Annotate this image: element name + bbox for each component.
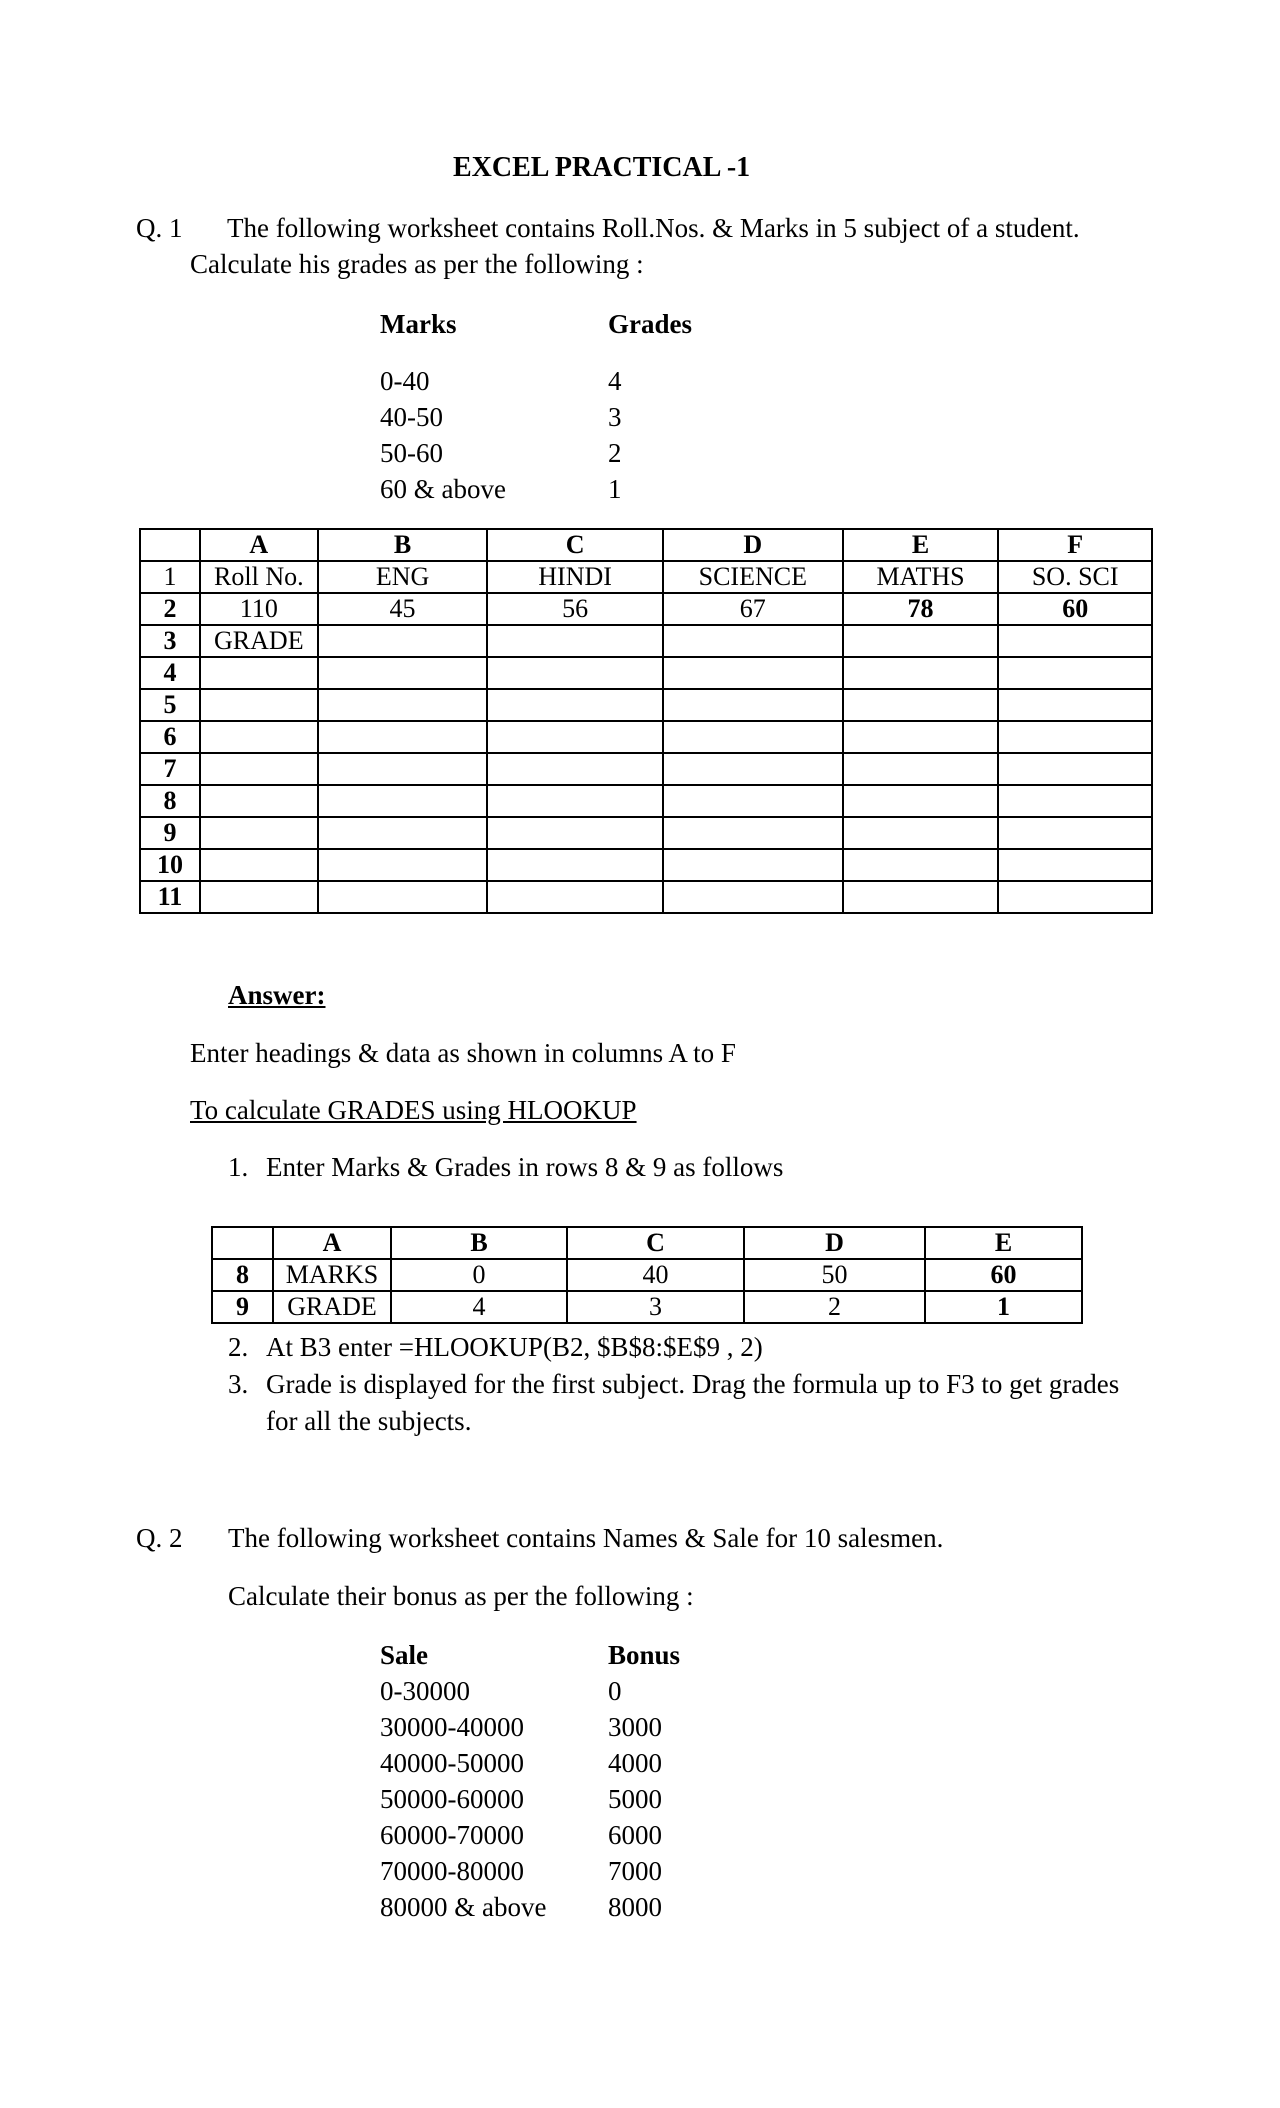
answer-line1: Enter headings & data as shown in columns A to F <box>190 1038 736 1068</box>
column-header: D <box>663 529 843 561</box>
row-number: 10 <box>140 849 200 881</box>
table-cell <box>663 881 843 913</box>
q1-grade-value: 3 <box>608 402 622 432</box>
table-cell <box>663 721 843 753</box>
q2-bonus-value: 7000 <box>608 1856 662 1886</box>
q2-sale-value: 0-30000 <box>380 1676 470 1706</box>
table-cell: 40 <box>567 1259 744 1291</box>
page-title: EXCEL PRACTICAL -1 <box>453 152 751 183</box>
table-cell: 60 <box>925 1259 1082 1291</box>
q2-sale-value: 30000-40000 <box>380 1712 524 1742</box>
q2-sale-value: 80000 & above <box>380 1892 547 1922</box>
table-cell: 0 <box>391 1259 567 1291</box>
table-cell <box>843 625 999 657</box>
row-number: 4 <box>140 657 200 689</box>
table-cell: 1 <box>925 1291 1082 1323</box>
table-cell <box>998 817 1152 849</box>
table-cell <box>998 849 1152 881</box>
table-cell <box>487 657 663 689</box>
answer-subheading: To calculate GRADES using HLOOKUP <box>190 1095 637 1125</box>
step2-text: At B3 enter =HLOOKUP(B2, $B$8:$E$9 , 2) <box>266 1332 763 1362</box>
table-cell <box>487 721 663 753</box>
table-cell <box>843 721 999 753</box>
table-cell <box>843 849 999 881</box>
table-cell <box>487 785 663 817</box>
table-cell <box>487 753 663 785</box>
step3-text-continued: for all the subjects. <box>266 1406 472 1436</box>
table-cell <box>200 657 318 689</box>
table-cell <box>843 657 999 689</box>
column-header: B <box>391 1227 567 1259</box>
table-cell <box>998 689 1152 721</box>
step1-number: 1. <box>228 1152 249 1182</box>
q1-marks-value: 50-60 <box>380 438 443 468</box>
table-cell <box>200 689 318 721</box>
column-header: E <box>843 529 999 561</box>
column-header: E <box>925 1227 1082 1259</box>
table-row <box>140 817 1152 849</box>
table-row <box>140 849 1152 881</box>
table-cell <box>998 785 1152 817</box>
q2-number: Q. 2 <box>136 1523 183 1553</box>
table-cell <box>998 753 1152 785</box>
q2-bonus-value: 3000 <box>608 1712 662 1742</box>
table-cell <box>487 817 663 849</box>
column-header: C <box>567 1227 744 1259</box>
step1-text: Enter Marks & Grades in rows 8 & 9 as follows <box>266 1152 784 1182</box>
row-number: 3 <box>140 625 200 657</box>
row-number: 8 <box>212 1259 273 1291</box>
table-row <box>212 1259 1082 1291</box>
q2-sale-header: Sale <box>380 1640 429 1670</box>
table-cell: 110 <box>200 593 318 625</box>
table-cell <box>200 721 318 753</box>
column-header: D <box>744 1227 925 1259</box>
q2-line1: The following worksheet contains Names & Sale for 10 salesmen. <box>228 1523 944 1553</box>
table-cell: HINDI <box>487 561 663 593</box>
q1-marks-value: 40-50 <box>380 402 443 432</box>
table-cell: 2 <box>744 1291 925 1323</box>
table-cell <box>843 785 999 817</box>
table-cell <box>318 817 488 849</box>
q1-grade-value: 4 <box>608 366 622 396</box>
q1-line2: Calculate his grades as per the following : <box>190 249 644 279</box>
q1-marks-value: 0-40 <box>380 366 430 396</box>
table-cell <box>487 881 663 913</box>
table-cell <box>318 625 488 657</box>
table-cell: SCIENCE <box>663 561 843 593</box>
table-cell <box>318 849 488 881</box>
table-cell <box>318 881 488 913</box>
table-cell <box>998 881 1152 913</box>
table-cell: Roll No. <box>200 561 318 593</box>
column-header: B <box>318 529 488 561</box>
table-row <box>140 657 1152 689</box>
table-cell: 56 <box>487 593 663 625</box>
answer-heading: Answer: <box>228 980 326 1010</box>
table-row <box>140 561 1152 593</box>
table-cell <box>998 721 1152 753</box>
row-number: 5 <box>140 689 200 721</box>
table-cell: MATHS <box>843 561 999 593</box>
row-number: 9 <box>140 817 200 849</box>
q2-line2: Calculate their bonus as per the following : <box>228 1581 694 1611</box>
table-row <box>140 785 1152 817</box>
table-cell <box>200 849 318 881</box>
table-cell: 50 <box>744 1259 925 1291</box>
row-number: 2 <box>140 593 200 625</box>
q1-line1: The following worksheet contains Roll.Nos. & Marks in 5 subject of a student. <box>227 213 1080 243</box>
step2-number: 2. <box>228 1332 249 1362</box>
table-cell: 3 <box>567 1291 744 1323</box>
table-cell: MARKS <box>273 1259 391 1291</box>
table-cell <box>843 753 999 785</box>
table-cell <box>663 689 843 721</box>
table-cell <box>318 785 488 817</box>
table-row <box>140 881 1152 913</box>
q2-sale-value: 70000-80000 <box>380 1856 524 1886</box>
table-row <box>140 593 1152 625</box>
table-cell: 67 <box>663 593 843 625</box>
table-cell <box>843 881 999 913</box>
q2-sale-value: 50000-60000 <box>380 1784 524 1814</box>
q1-grades-header: Grades <box>608 309 692 339</box>
corner-cell <box>140 529 200 561</box>
table-cell <box>663 753 843 785</box>
table-cell <box>487 689 663 721</box>
row-number: 11 <box>140 881 200 913</box>
q2-bonus-value: 6000 <box>608 1820 662 1850</box>
column-header-row <box>140 529 1152 561</box>
column-header: F <box>998 529 1152 561</box>
table-row <box>140 753 1152 785</box>
table-cell <box>843 817 999 849</box>
table-cell: SO. SCI <box>998 561 1152 593</box>
table-row <box>140 689 1152 721</box>
q1-worksheet-table <box>139 528 1153 914</box>
q2-bonus-value: 0 <box>608 1676 622 1706</box>
table-cell <box>998 657 1152 689</box>
step3-text: Grade is displayed for the first subject. Drag the formula up to F3 to get grades <box>266 1369 1120 1399</box>
table-cell <box>998 625 1152 657</box>
table-cell: 78 <box>843 593 999 625</box>
q1-marks-header: Marks <box>380 309 457 339</box>
column-header: A <box>273 1227 391 1259</box>
column-header: C <box>487 529 663 561</box>
table-cell <box>663 817 843 849</box>
table-cell: GRADE <box>200 625 318 657</box>
table-cell <box>663 849 843 881</box>
table-cell <box>487 625 663 657</box>
table-cell: 4 <box>391 1291 567 1323</box>
q1-grade-value: 1 <box>608 474 622 504</box>
corner-cell <box>212 1227 273 1259</box>
table-cell <box>318 753 488 785</box>
table-cell <box>318 721 488 753</box>
table-row <box>140 625 1152 657</box>
row-number: 8 <box>140 785 200 817</box>
table-cell <box>663 785 843 817</box>
column-header: A <box>200 529 318 561</box>
table-cell: 45 <box>318 593 488 625</box>
table-cell <box>843 689 999 721</box>
table-cell: GRADE <box>273 1291 391 1323</box>
q2-sale-value: 60000-70000 <box>380 1820 524 1850</box>
table-cell: ENG <box>318 561 488 593</box>
row-number: 6 <box>140 721 200 753</box>
q2-sale-value: 40000-50000 <box>380 1748 524 1778</box>
table-cell <box>318 689 488 721</box>
table-cell <box>318 657 488 689</box>
column-header-row <box>212 1227 1082 1259</box>
row-number: 7 <box>140 753 200 785</box>
q2-bonus-value: 5000 <box>608 1784 662 1814</box>
table-cell <box>663 657 843 689</box>
q1-marks-value: 60 & above <box>380 474 506 504</box>
table-cell <box>200 881 318 913</box>
table-cell <box>200 817 318 849</box>
table-cell <box>663 625 843 657</box>
step3-number: 3. <box>228 1369 249 1399</box>
row-number: 9 <box>212 1291 273 1323</box>
hlookup-table <box>211 1226 1083 1324</box>
q2-bonus-value: 4000 <box>608 1748 662 1778</box>
table-cell: 60 <box>998 593 1152 625</box>
q2-bonus-value: 8000 <box>608 1892 662 1922</box>
table-cell <box>487 849 663 881</box>
q1-grade-value: 2 <box>608 438 622 468</box>
row-number: 1 <box>140 561 200 593</box>
q2-bonus-header: Bonus <box>608 1640 681 1670</box>
table-cell <box>200 785 318 817</box>
table-row <box>212 1291 1082 1323</box>
table-row <box>140 721 1152 753</box>
table-cell <box>200 753 318 785</box>
q1-number: Q. 1 <box>136 213 183 243</box>
